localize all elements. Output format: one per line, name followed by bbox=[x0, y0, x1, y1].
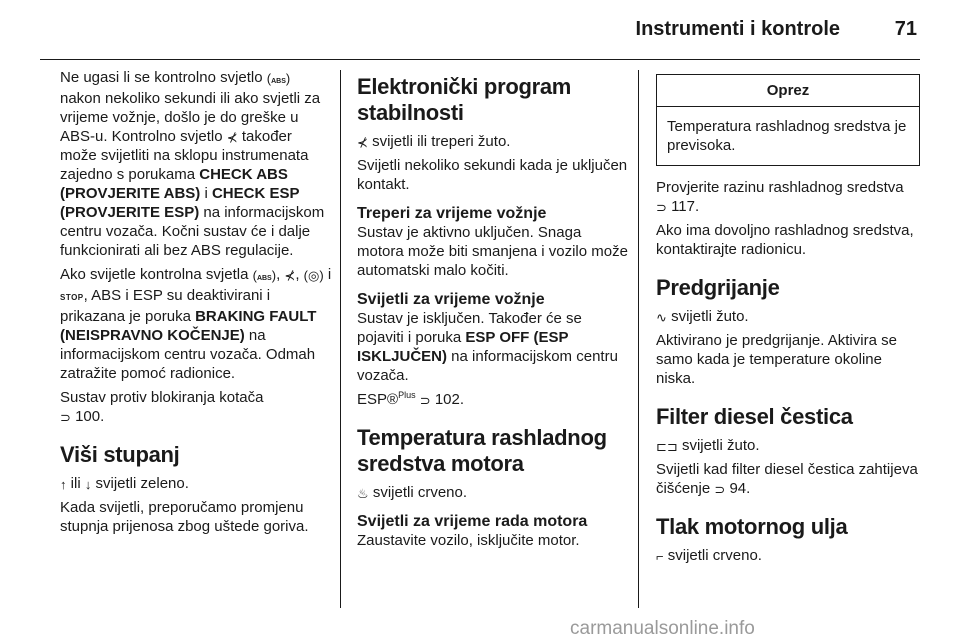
abs-reference bbox=[60, 388, 332, 426]
text: svijetli zeleno. bbox=[91, 475, 189, 492]
watermark: carmanualsonline.info bbox=[570, 618, 755, 639]
reference-page: 100. bbox=[75, 408, 105, 425]
caution-title: Oprez bbox=[657, 75, 919, 107]
column-divider-1 bbox=[340, 70, 341, 608]
esp-flashing-text: Sustav je aktivno uključen. Snaga motora može biti smanjena i vozilo može automatski malo kočiti. bbox=[357, 224, 628, 279]
preheat-coil-icon: ∿ bbox=[656, 310, 667, 325]
column-2 bbox=[357, 68, 629, 555]
message-check-esp: CHECK ESP (PROVJERITE ESP) bbox=[60, 185, 300, 221]
preheat-status bbox=[656, 307, 920, 326]
section-heading-esp: Elektronički program stabilnosti bbox=[357, 74, 572, 125]
text: svijetli žuto. bbox=[666, 308, 749, 325]
stop-icon: STOP bbox=[60, 293, 84, 302]
esp-startup: Svijetli nekoliko sekundi kada je uključen kontakt. bbox=[357, 157, 628, 193]
coolant-temp-icon: ♨ bbox=[357, 486, 369, 501]
esp-icon: ⊀ bbox=[357, 135, 368, 150]
oil-pressure-icon: ⌐ bbox=[656, 549, 664, 564]
reference-page: 117. bbox=[671, 198, 700, 215]
text: nakon nekoliko sekundi ili ako svjetli za vrijeme vožnje, došlo je do greške u ABS-u. Kontrolno svjetlo bbox=[60, 90, 321, 145]
text: Provjerite razinu rashladnog sredstva bbox=[656, 179, 904, 196]
text: Svijetli kad filter diesel čestica zahtijeva čišćenje bbox=[656, 461, 918, 497]
dpf-status bbox=[656, 436, 920, 455]
caution-box bbox=[656, 74, 920, 166]
page-header bbox=[0, 16, 960, 46]
caution-text: Temperatura rashladnog sredstva je previsoka. bbox=[667, 118, 907, 154]
text: svijetli crveno. bbox=[368, 484, 468, 501]
preheat-description: Aktivirano je predgrijanje. Aktivira se samo kada je temperature okoline niska. bbox=[656, 332, 897, 387]
esp-status bbox=[357, 132, 629, 151]
diesel-filter-icon: ⊏⊐ bbox=[656, 439, 678, 454]
text: također može svijetliti na sklopu instrumenata zajedno s porukama bbox=[60, 128, 309, 183]
text: , bbox=[295, 266, 304, 283]
header-rule bbox=[40, 59, 920, 60]
section-heading-dpf: Filter diesel čestica bbox=[656, 404, 853, 429]
gear-description: Kada svijetli, preporučamo promjenu stupnja prijenosa zbog uštede goriva. bbox=[60, 499, 309, 535]
esp-plus-reference bbox=[357, 390, 629, 409]
gear-paragraph bbox=[60, 474, 332, 493]
esp-icon: ⊀ bbox=[226, 130, 238, 145]
abs-warning-icon: (ABS) bbox=[252, 268, 277, 283]
message-braking-fault: BRAKING FAULT (NEISPRAVNO KOČENJE) bbox=[60, 308, 317, 344]
text: Ne ugasi li se kontrolno svjetlo bbox=[60, 69, 267, 86]
dpf-description bbox=[656, 460, 920, 498]
message-esp-off: ESP OFF (ESP ISKLJUČEN) bbox=[357, 329, 569, 365]
coolant-workshop: Ako ima dovoljno rashladnog sredstva, kontaktirajte radionicu. bbox=[656, 222, 914, 258]
text: Sustav protiv blokiranja kotača bbox=[60, 389, 264, 406]
column-3 bbox=[656, 68, 920, 570]
oil-status bbox=[656, 546, 920, 565]
reference-page: 102. bbox=[434, 391, 465, 408]
text: svijetli žuto. bbox=[677, 437, 760, 454]
text: i bbox=[323, 266, 332, 283]
message-check-abs: CHECK ABS (PROVJERITE ABS) bbox=[60, 166, 288, 202]
text: ESP® bbox=[357, 391, 399, 408]
section-heading-gear: Viši stupanj bbox=[60, 442, 180, 467]
text: na informacijskom centru vozača. Odmah zatražite pomoć radionice. bbox=[60, 327, 316, 382]
page-reference-icon: ⊃ bbox=[714, 482, 726, 497]
upshift-icon: ↑ bbox=[60, 477, 67, 492]
page-reference-icon: ⊃ bbox=[656, 200, 667, 215]
coolant-action: Zaustavite vozilo, isključite motor. bbox=[357, 532, 580, 549]
text: svijetli crveno. bbox=[663, 547, 762, 564]
brake-fault-paragraph bbox=[60, 265, 332, 383]
abs-paragraph bbox=[60, 68, 332, 260]
text: Ako svijetle kontrolna svjetla bbox=[60, 266, 253, 283]
text: ili bbox=[66, 475, 85, 492]
subheading-flashing: Treperi za vrijeme vožnje bbox=[357, 205, 547, 222]
text: , ABS i ESP su deaktivirani i prikazana je poruka bbox=[60, 287, 271, 325]
page-reference-icon: ⊃ bbox=[60, 410, 71, 425]
section-heading-preheat: Predgrijanje bbox=[656, 275, 780, 300]
section-heading-coolant: Temperatura rashladnog sredstva motora bbox=[357, 425, 607, 476]
header-title: Instrumenti i kontrole bbox=[635, 18, 840, 40]
brake-icon: (◎) bbox=[303, 268, 324, 283]
column-1 bbox=[60, 68, 332, 541]
reference-page: 94. bbox=[729, 480, 751, 497]
page-number: 71 bbox=[894, 18, 917, 40]
section-heading-oil: Tlak motornog ulja bbox=[656, 514, 848, 539]
subheading-running: Svijetli za vrijeme rada motora bbox=[357, 513, 588, 530]
abs-warning-icon: (ABS) bbox=[266, 71, 291, 86]
esp-icon: ⊀ bbox=[284, 268, 296, 283]
text: na informacijskom centru vozača. bbox=[357, 348, 618, 384]
downshift-icon: ↓ bbox=[84, 477, 92, 492]
column-divider-2 bbox=[638, 70, 639, 608]
text: svijetli ili treperi žuto. bbox=[367, 133, 511, 150]
esp-lit-text bbox=[357, 309, 629, 385]
coolant-check bbox=[656, 178, 920, 216]
superscript: Plus bbox=[398, 390, 416, 400]
coolant-status bbox=[357, 483, 629, 502]
text: , bbox=[276, 266, 285, 283]
text: i bbox=[200, 185, 212, 202]
subheading-lit: Svijetli za vrijeme vožnje bbox=[357, 291, 545, 308]
page-reference-icon: ⊃ bbox=[419, 393, 431, 408]
text: Sustav je isključen. Također će se pojaviti i poruka bbox=[357, 310, 582, 346]
text: na informacijskom centru vozača. Kočni sustav će i dalje funkcionirati ali bez ABS regulacije. bbox=[60, 204, 325, 259]
